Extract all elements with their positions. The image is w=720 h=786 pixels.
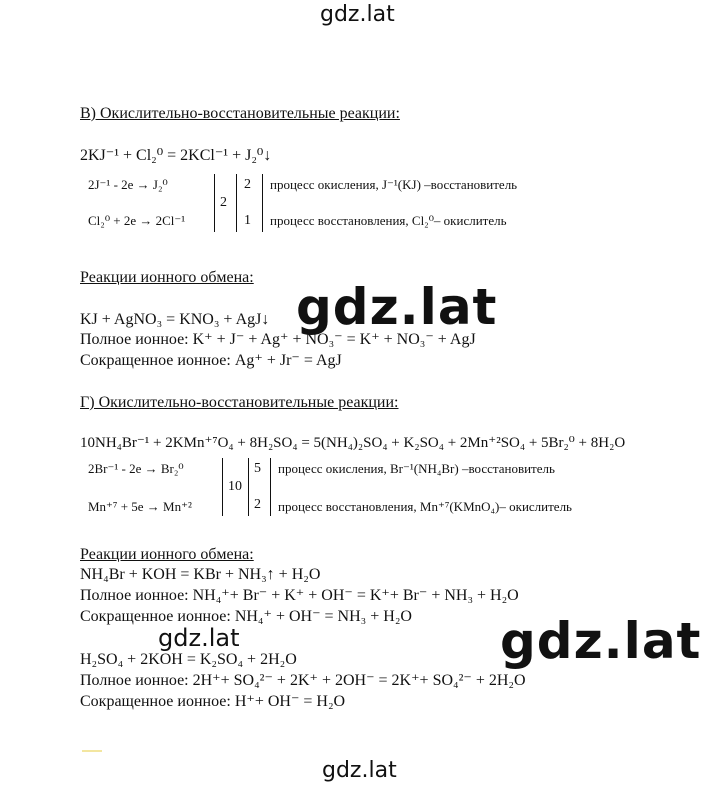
balance-bar-1 (214, 174, 215, 232)
watermark-bottom: gdz.lat (322, 758, 397, 783)
section-v-full-ionic: Полное ионное: K⁺ + J⁻ + Ag⁺ + NO₃⁻ = K⁺ + NO₃⁻ + AgJ (80, 331, 476, 348)
section-g-reduction-desc: процесс восстановления, Mn⁺⁷(KMnO₄)– окислитель (278, 499, 572, 514)
section-v-lcm: 2 (220, 195, 227, 210)
watermark-center: gdz.lat (296, 278, 498, 336)
section-v-heading: В) Окислительно-восстановительные реакции: (80, 105, 400, 122)
balance-bar-3 (262, 174, 263, 232)
watermark-right: gdz.lat (500, 612, 702, 670)
section-g-short-ionic-1: Сокращенное ионное: NH₄⁺ + OH⁻ = NH₃ + H₂O (80, 608, 412, 625)
section-v-half-reaction-1: 2J⁻¹ - 2e → J₂⁰ (88, 177, 168, 192)
section-g-half-reaction-2: Mn⁺⁷ + 5e → Mn⁺² (88, 499, 192, 514)
watermark-small: gdz.lat (158, 624, 240, 652)
section-g-half-reaction-1: 2Br⁻¹ - 2e → Br₂⁰ (88, 461, 184, 476)
section-g-full-ionic-2: Полное ионное: 2H⁺+ SO₄²⁻ + 2K⁺ + 2OH⁻ = 2K⁺+ SO₄²⁻ + 2H₂O (80, 672, 526, 689)
section-g-ionic-equation-1: NH₄Br + KOH = KBr + NH₃↑ + H₂O (80, 566, 321, 583)
section-g-heading: Г) Окислительно-восстановительные реакции: (80, 394, 399, 411)
section-g-coef-1: 5 (254, 461, 261, 476)
balance-bar-6 (270, 458, 271, 516)
section-g-short-ionic-2: Сокращенное ионное: H⁺+ OH⁻ = H₂O (80, 693, 346, 710)
balance-bar-2 (236, 174, 237, 232)
section-v-ionic-equation: KJ + AgNO₃ = KNO₃ + AgJ↓ (80, 311, 270, 328)
section-v-coef-2: 1 (244, 213, 251, 228)
section-v-half-reaction-2: Cl₂⁰ + 2e → 2Cl⁻¹ (88, 213, 186, 228)
section-g-full-ionic-1: Полное ионное: NH₄⁺+ Br⁻ + K⁺ + OH⁻ = K⁺+ Br⁻ + NH₃ + H₂O (80, 587, 519, 604)
highlight-mark (82, 750, 102, 752)
section-v-reduction-desc: процесс восстановления, Cl₂⁰– окислитель (270, 213, 507, 228)
section-v-ionic-heading: Реакции ионного обмена: (80, 269, 254, 286)
section-g-ionic-heading: Реакции ионного обмена: (80, 546, 254, 563)
section-v-short-ionic: Сокращенное ионное: Ag⁺ + Jr⁻ = AgJ (80, 352, 342, 369)
section-v-equation: 2KJ⁻¹ + Cl₂⁰ = 2KCl⁻¹ + J₂⁰↓ (80, 147, 272, 164)
section-g-oxidation-desc: процесс окисления, Br⁻¹(NH₄Br) –восстановитель (278, 461, 555, 476)
watermark-top: gdz.lat (320, 2, 395, 27)
section-g-lcm: 10 (228, 479, 242, 494)
balance-bar-4 (222, 458, 223, 516)
section-v-coef-1: 2 (244, 177, 251, 192)
section-g-ionic-equation-2: H₂SO₄ + 2KOH = K₂SO₄ + 2H₂O (80, 651, 297, 668)
section-g-coef-2: 2 (254, 497, 261, 512)
balance-bar-5 (248, 458, 249, 516)
section-v-oxidation-desc: процесс окисления, J⁻¹(KJ) –восстановитель (270, 177, 518, 192)
section-g-equation: 10NH₄Br⁻¹ + 2KMn⁺⁷O₄ + 8H₂SO₄ = 5(NH₄)₂SO₄ + K₂SO₄ + 2Mn⁺²SO₄ + 5Br₂⁰ + 8H₂O (80, 435, 626, 451)
